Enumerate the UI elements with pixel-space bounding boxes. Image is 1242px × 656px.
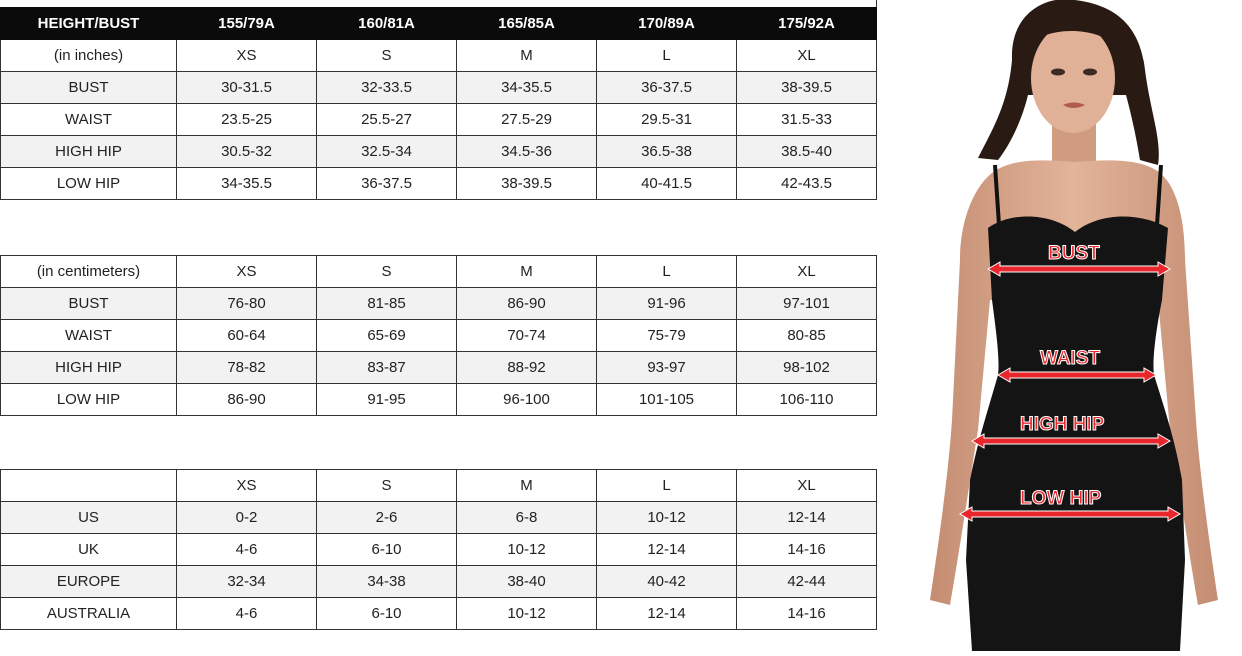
table-cell: 76-80 (177, 288, 317, 320)
table-cell: 40-41.5 (597, 168, 737, 200)
table-cell: 34.5-36 (457, 136, 597, 168)
table-cell: 91-96 (597, 288, 737, 320)
row-label-cell: EUROPE (1, 566, 177, 598)
row-label-cell: LOW HIP (1, 168, 177, 200)
table-cell: S (317, 470, 457, 502)
table-cell: M (457, 256, 597, 288)
table-cell: 36.5-38 (597, 136, 737, 168)
table-cell: 31.5-33 (737, 104, 877, 136)
row-label-cell: AUSTRALIA (1, 598, 177, 630)
table-cell: S (317, 256, 457, 288)
table-cell: 81-85 (317, 288, 457, 320)
table-row (1, 104, 877, 136)
size-conversion-chart (0, 469, 877, 630)
table-cell: 60-64 (177, 320, 317, 352)
table-cell: 6-8 (457, 502, 597, 534)
table-cell: 34-35.5 (457, 72, 597, 104)
table-cell: 30.5-32 (177, 136, 317, 168)
table-cell: 97-101 (737, 288, 877, 320)
table-row (1, 384, 877, 416)
table-cell: 42-43.5 (737, 168, 877, 200)
table-cell: 42-44 (737, 566, 877, 598)
table-cell: 38.5-40 (737, 136, 877, 168)
table-cell: L (597, 470, 737, 502)
table-row (1, 534, 877, 566)
table-cell: 38-39.5 (457, 168, 597, 200)
table-cell: L (597, 40, 737, 72)
table-cell: 30-31.5 (177, 72, 317, 104)
table-cell: 34-38 (317, 566, 457, 598)
row-label-cell: WAIST (1, 104, 177, 136)
table-top-edge (0, 0, 877, 7)
low-hip-label: LOW HIP (1020, 488, 1102, 509)
table-cell: 83-87 (317, 352, 457, 384)
table-cell: 38-39.5 (737, 72, 877, 104)
bust-label: BUST (1048, 243, 1100, 264)
table-cell: 23.5-25 (177, 104, 317, 136)
table-cell: 101-105 (597, 384, 737, 416)
table-cell: 96-100 (457, 384, 597, 416)
table-cell: 78-82 (177, 352, 317, 384)
table-cell: 98-102 (737, 352, 877, 384)
table-cell: XL (737, 40, 877, 72)
header-cell: 175/92A (737, 8, 877, 40)
face (1031, 23, 1115, 133)
table-cell: 6-10 (317, 598, 457, 630)
table-cell: 70-74 (457, 320, 597, 352)
table-cell: 32.5-34 (317, 136, 457, 168)
table-cell: 36-37.5 (597, 72, 737, 104)
table-cell: 106-110 (737, 384, 877, 416)
table-cell: 75-79 (597, 320, 737, 352)
row-label-cell: UK (1, 534, 177, 566)
table-cell: 32-34 (177, 566, 317, 598)
table-cell: XS (177, 40, 317, 72)
table-row (1, 72, 877, 104)
table-cell: 10-12 (457, 534, 597, 566)
table-cell: 86-90 (457, 288, 597, 320)
table-cell: 32-33.5 (317, 72, 457, 104)
table-cell: 88-92 (457, 352, 597, 384)
table-cell: 4-6 (177, 598, 317, 630)
model-measurement-figure (900, 0, 1242, 651)
table-cell: 12-14 (597, 598, 737, 630)
table-cell: 27.5-29 (457, 104, 597, 136)
table-cell: L (597, 256, 737, 288)
table-row (1, 288, 877, 320)
row-label-cell: HIGH HIP (1, 136, 177, 168)
size-chart-centimeters (0, 255, 877, 416)
table-cell: 10-12 (597, 502, 737, 534)
table-cell: 12-14 (737, 502, 877, 534)
table-cell: 38-40 (457, 566, 597, 598)
high-hip-label: HIGH HIP (1020, 414, 1105, 435)
table-cell: XL (737, 470, 877, 502)
table-cell: 6-10 (317, 534, 457, 566)
table-cell: 91-95 (317, 384, 457, 416)
row-label-cell: WAIST (1, 320, 177, 352)
table-cell: S (317, 40, 457, 72)
row-label-cell: BUST (1, 288, 177, 320)
table-cell: 65-69 (317, 320, 457, 352)
table-cell: 12-14 (597, 534, 737, 566)
table-row (1, 320, 877, 352)
row-label-cell: HIGH HIP (1, 352, 177, 384)
table-cell: 0-2 (177, 502, 317, 534)
table-row (1, 598, 877, 630)
table-cell: 36-37.5 (317, 168, 457, 200)
table-row (1, 352, 877, 384)
table-cell: XS (177, 256, 317, 288)
table-cell: XS (177, 470, 317, 502)
row-label-cell: (in inches) (1, 40, 177, 72)
table-cell: 29.5-31 (597, 104, 737, 136)
table-row (1, 502, 877, 534)
table-cell: M (457, 40, 597, 72)
waist-label: WAIST (1040, 348, 1101, 369)
header-cell: HEIGHT/BUST (1, 8, 177, 40)
header-cell: 170/89A (597, 8, 737, 40)
table-cell: M (457, 470, 597, 502)
table-cell: 86-90 (177, 384, 317, 416)
row-label-cell (1, 470, 177, 502)
row-label-cell: (in centimeters) (1, 256, 177, 288)
row-label-cell: US (1, 502, 177, 534)
table-row (1, 40, 877, 72)
table-row (1, 566, 877, 598)
table-cell: 34-35.5 (177, 168, 317, 200)
table-cell: 14-16 (737, 534, 877, 566)
table-cell: 93-97 (597, 352, 737, 384)
table-header-row (1, 8, 877, 40)
table-cell: 10-12 (457, 598, 597, 630)
table-cell: 40-42 (597, 566, 737, 598)
table-cell: 25.5-27 (317, 104, 457, 136)
header-cell: 160/81A (317, 8, 457, 40)
table-cell: 4-6 (177, 534, 317, 566)
row-label-cell: LOW HIP (1, 384, 177, 416)
model-illustration (900, 0, 1242, 651)
table-row (1, 136, 877, 168)
table-row (1, 256, 877, 288)
table-cell: XL (737, 256, 877, 288)
header-cell: 155/79A (177, 8, 317, 40)
header-cell: 165/85A (457, 8, 597, 40)
table-cell: 14-16 (737, 598, 877, 630)
table-cell: 80-85 (737, 320, 877, 352)
size-chart-inches (0, 7, 877, 200)
table-row (1, 470, 877, 502)
row-label-cell: BUST (1, 72, 177, 104)
table-row (1, 168, 877, 200)
table-cell: 2-6 (317, 502, 457, 534)
